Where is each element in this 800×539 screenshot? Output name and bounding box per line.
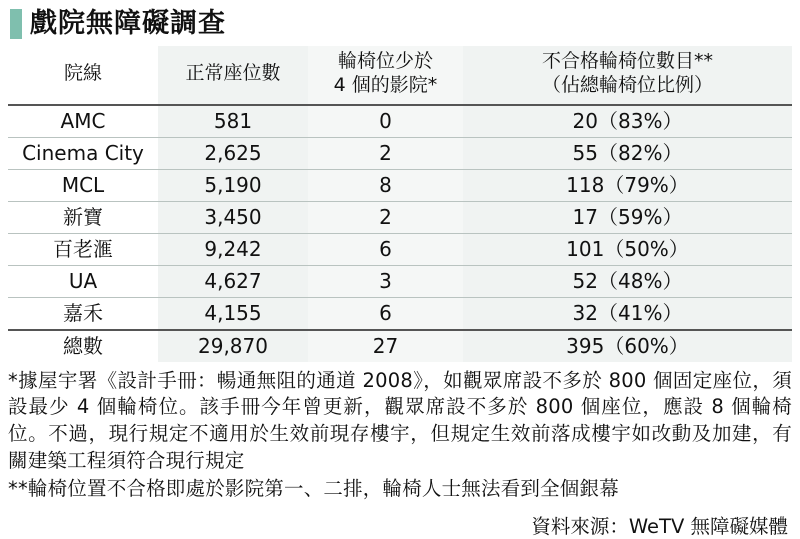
table-header <box>8 46 792 105</box>
cell-normal-seats: 4,155 <box>158 297 308 330</box>
column-header-normal-seats: 正常座位數 <box>158 46 308 105</box>
cell-chain: 百老滙 <box>8 233 158 265</box>
cell-total-label: 總數 <box>8 330 158 362</box>
cell-normal-seats: 2,625 <box>158 137 308 169</box>
cell-total-few-wheelchair-cinemas: 27 <box>308 330 463 362</box>
cell-normal-seats: 9,242 <box>158 233 308 265</box>
footnote-1: *據屋宇署《設計手冊：暢通無阻的通道 2008》，如觀眾席設不多於 800 個固定座位，須設最少 4 個輪椅位。該手冊今年曾更新，觀眾席設不多於 800 個座位，應設 8 個輪椅位。不過，現行規定不適用於生效前現存樓宇，但規定生效前落成樓宇如改動及加建，有關建築工程須符合現行規定 <box>8 368 792 473</box>
cell-noncompliant: 118（79%） <box>463 169 792 201</box>
cell-few-wheelchair-cinemas: 6 <box>308 233 463 265</box>
source-credit: 資料來源：WeTV 無障礙媒體 <box>531 515 788 539</box>
footnotes <box>8 368 792 504</box>
cell-few-wheelchair-cinemas: 2 <box>308 137 463 169</box>
cell-few-wheelchair-cinemas: 0 <box>308 105 463 138</box>
cell-normal-seats: 5,190 <box>158 169 308 201</box>
table-row <box>8 137 792 169</box>
cell-noncompliant: 52（48%） <box>463 265 792 297</box>
cell-chain: MCL <box>8 169 158 201</box>
table-row <box>8 233 792 265</box>
cell-noncompliant: 32（41%） <box>463 297 792 330</box>
cell-normal-seats: 4,627 <box>158 265 308 297</box>
cell-total-noncompliant: 395（60%） <box>463 330 792 362</box>
cell-chain: 嘉禾 <box>8 297 158 330</box>
cell-few-wheelchair-cinemas: 6 <box>308 297 463 330</box>
cell-noncompliant: 17（59%） <box>463 201 792 233</box>
footnote-2: **輪椅位置不合格即處於影院第一、二排，輪椅人士無法看到全個銀幕 <box>8 477 619 501</box>
cell-noncompliant: 101（50%） <box>463 233 792 265</box>
column-header-chain: 院線 <box>8 46 158 105</box>
cinema-accessibility-table <box>8 46 792 362</box>
table-row <box>8 169 792 201</box>
table-row <box>8 265 792 297</box>
title-accent-bar <box>10 9 22 39</box>
cell-chain: UA <box>8 265 158 297</box>
table-body <box>8 105 792 362</box>
cell-chain: 新寶 <box>8 201 158 233</box>
cell-noncompliant: 20（83%） <box>463 105 792 138</box>
column-header-few-wheelchair-cinemas: 輪椅位少於 4 個的影院* <box>308 46 463 105</box>
table-total-row <box>8 330 792 362</box>
cell-few-wheelchair-cinemas: 3 <box>308 265 463 297</box>
cell-normal-seats: 3,450 <box>158 201 308 233</box>
table-row <box>8 297 792 330</box>
cell-few-wheelchair-cinemas: 8 <box>308 169 463 201</box>
cell-chain: Cinema City <box>8 137 158 169</box>
column-header-noncompliant-wheelchair: 不合格輪椅位數目** （佔總輪椅位比例） <box>463 46 792 105</box>
table-row <box>8 201 792 233</box>
cell-total-normal-seats: 29,870 <box>158 330 308 362</box>
cell-noncompliant: 55（82%） <box>463 137 792 169</box>
cell-normal-seats: 581 <box>158 105 308 138</box>
page-title: 戲院無障礙調查 <box>30 8 226 39</box>
cell-few-wheelchair-cinemas: 2 <box>308 201 463 233</box>
cell-chain: AMC <box>8 105 158 138</box>
table-row <box>8 105 792 138</box>
table-header-row <box>8 46 792 105</box>
title-row <box>8 0 792 44</box>
